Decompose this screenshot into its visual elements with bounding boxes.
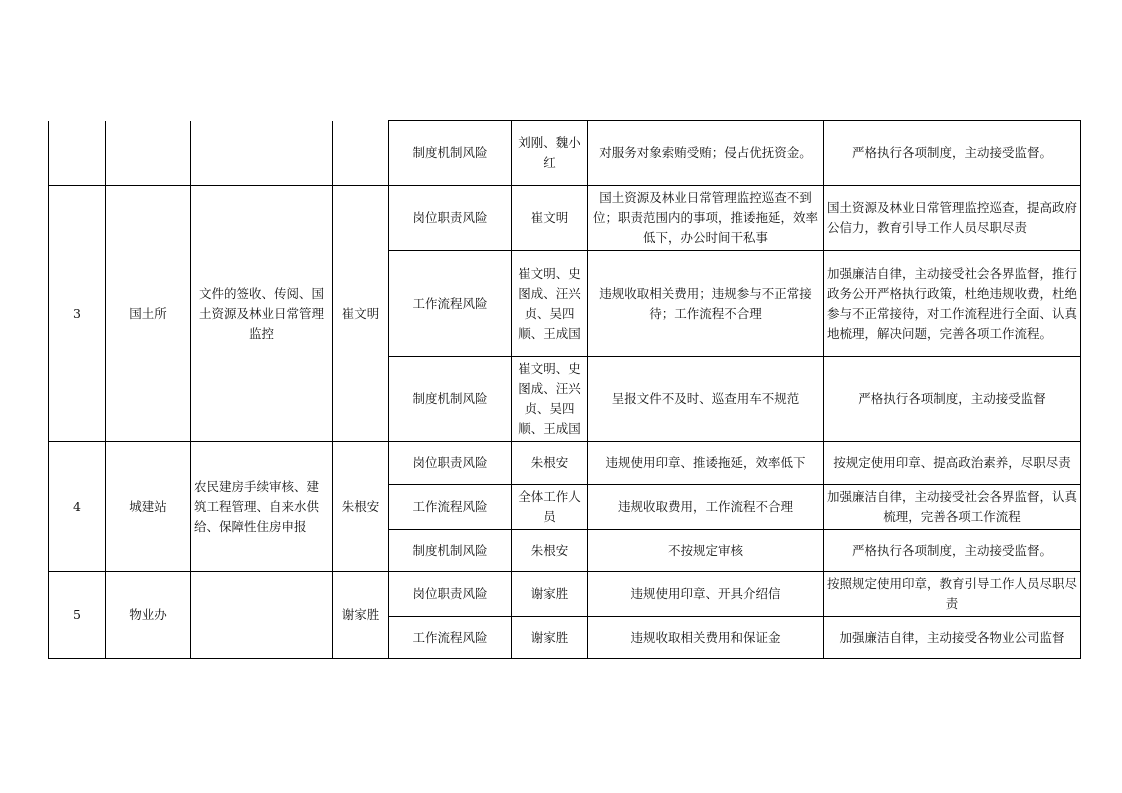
risk-type-cell: 工作流程风险 [389,251,512,357]
table-row [49,186,1081,251]
risk-desc-cell: 对服务对象索贿受贿；侵占优抚资金。 [588,121,824,186]
seq-cell: 5 [49,572,106,659]
person-cell: 崔文明 [512,186,588,251]
duty-cell [191,121,333,186]
table-row [49,572,1081,617]
measure-cell: 加强廉洁自律，主动接受社会各界监督，认真梳理，完善各项工作流程 [824,485,1081,530]
risk-desc-cell: 呈报文件不及时、巡查用车不规范 [588,357,824,442]
leader-cell: 崔文明 [333,186,389,442]
unit-cell: 城建站 [106,442,191,572]
seq-cell [49,121,106,186]
measure-cell: 严格执行各项制度，主动接受监督 [824,357,1081,442]
risk-type-cell: 制度机制风险 [389,530,512,572]
leader-cell: 谢家胜 [333,572,389,659]
risk-type-cell: 工作流程风险 [389,617,512,659]
measure-cell: 国土资源及林业日常管理监控巡查，提高政府公信力，教育引导工作人员尽职尽责 [824,186,1081,251]
risk-table [48,120,1081,659]
person-cell: 谢家胜 [512,617,588,659]
person-cell: 崔文明、史图成、汪兴贞、吴四顺、王成国 [512,357,588,442]
risk-desc-cell: 违规收取相关费用；违规参与不正常接待；工作流程不合理 [588,251,824,357]
person-cell: 谢家胜 [512,572,588,617]
risk-desc-cell: 违规收取相关费用和保证金 [588,617,824,659]
table-row [49,442,1081,485]
leader-cell [333,121,389,186]
unit-cell: 国土所 [106,186,191,442]
unit-cell [106,121,191,186]
measure-cell: 加强廉洁自律，主动接受各物业公司监督 [824,617,1081,659]
measure-cell: 按照规定使用印章，教育引导工作人员尽职尽责 [824,572,1081,617]
risk-type-cell: 工作流程风险 [389,485,512,530]
risk-desc-cell: 不按规定审核 [588,530,824,572]
risk-type-cell: 岗位职责风险 [389,572,512,617]
duty-cell: 农民建房手续审核、建筑工程管理、自来水供给、保障性住房申报 [191,442,333,572]
measure-cell: 严格执行各项制度，主动接受监督。 [824,121,1081,186]
measure-cell: 严格执行各项制度，主动接受监督。 [824,530,1081,572]
duty-cell: 文件的签收、传阅、国土资源及林业日常管理监控 [191,186,333,442]
person-cell: 全体工作人员 [512,485,588,530]
person-cell: 朱根安 [512,530,588,572]
risk-desc-cell: 违规使用印章、推诿拖延，效率低下 [588,442,824,485]
measure-cell: 按规定使用印章、提高政治素养，尽职尽责 [824,442,1081,485]
duty-cell [191,572,333,659]
person-cell: 崔文明、史图成、汪兴贞、吴四顺、王成国 [512,251,588,357]
risk-type-cell: 岗位职责风险 [389,186,512,251]
table-row [49,121,1081,186]
seq-cell: 4 [49,442,106,572]
risk-desc-cell: 国土资源及林业日常管理监控巡查不到位；职责范围内的事项，推诿拖延，效率低下，办公时间干私事 [588,186,824,251]
measure-cell: 加强廉洁自律，主动接受社会各界监督，推行政务公开严格执行政策，杜绝违规收费，杜绝参与不正常接待，对工作流程进行全面、认真地梳理，解决问题，完善各项工作流程。 [824,251,1081,357]
risk-type-cell: 制度机制风险 [389,121,512,186]
unit-cell: 物业办 [106,572,191,659]
leader-cell: 朱根安 [333,442,389,572]
risk-type-cell: 制度机制风险 [389,357,512,442]
person-cell: 朱根安 [512,442,588,485]
risk-desc-cell: 违规使用印章、开具介绍信 [588,572,824,617]
risk-type-cell: 岗位职责风险 [389,442,512,485]
person-cell: 刘刚、魏小红 [512,121,588,186]
risk-desc-cell: 违规收取费用，工作流程不合理 [588,485,824,530]
seq-cell: 3 [49,186,106,442]
